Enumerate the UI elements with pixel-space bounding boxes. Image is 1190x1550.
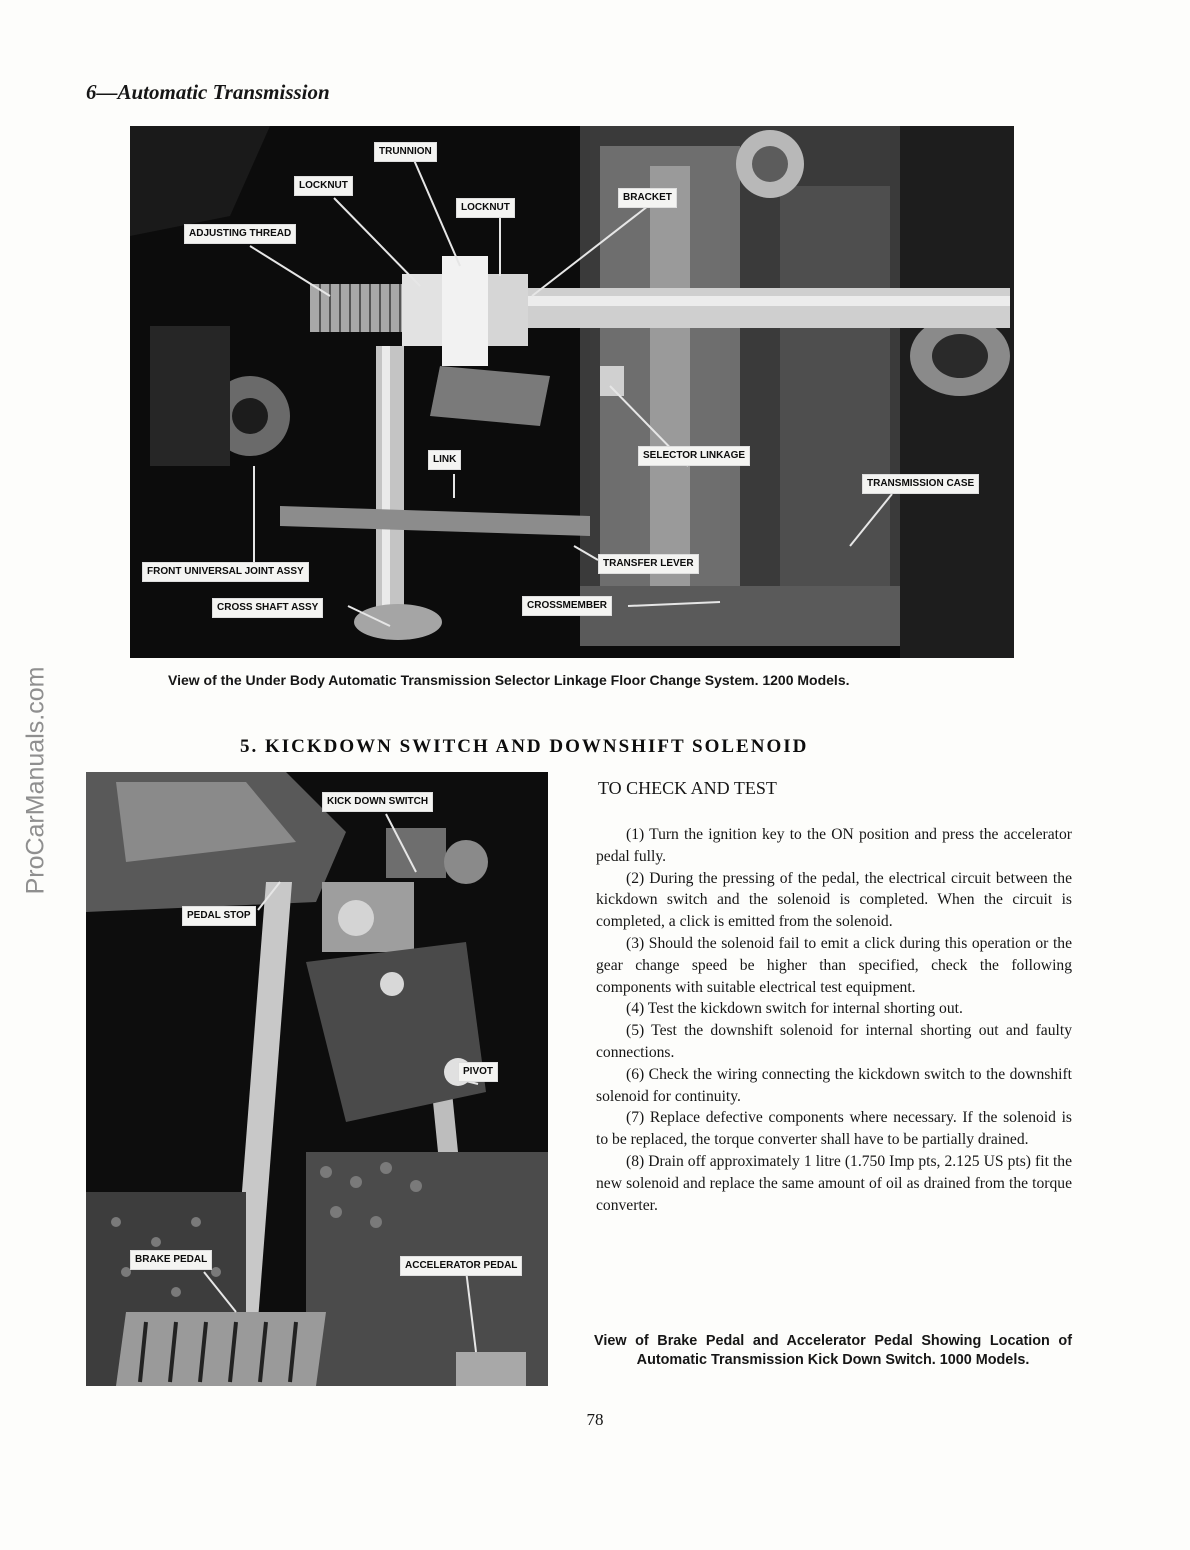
label-trunnion: TRUNNION <box>374 142 437 162</box>
label-link: LINK <box>428 450 461 470</box>
step-4: (4) Test the kickdown switch for internal shorting out. <box>626 1000 963 1018</box>
procedure-steps <box>596 824 1072 1216</box>
label-locknut-right: LOCKNUT <box>456 198 515 218</box>
pedal-photo <box>86 772 548 1386</box>
check-test-subheading: TO CHECK AND TEST <box>598 778 777 798</box>
label-selector-linkage: SELECTOR LINKAGE <box>638 446 750 466</box>
label-accelerator-pedal: ACCELERATOR PEDAL <box>400 1256 522 1276</box>
step-3: (3) Should the solenoid fail to emit a click during this operation or the gear change speed be higher than specified, check the following components with suitable electrical test equipment. <box>596 934 1072 996</box>
selector-linkage-photo <box>130 126 1014 658</box>
running-head: 6—Automatic Transmission <box>86 80 330 104</box>
step-2: (2) During the pressing of the pedal, the electrical circuit between the kickdown switch and the solenoid is completed. When the circuit is completed, a click is emitted from the solenoid. <box>596 869 1072 931</box>
label-brake-pedal: BRAKE PEDAL <box>130 1250 212 1270</box>
label-cross-shaft: CROSS SHAFT ASSY <box>212 598 323 618</box>
step-8: (8) Drain off approximately 1 litre (1.750 Imp pts, 2.125 US pts) fit the new solenoid and replace the same amount of oil as drained from the torque converter. <box>596 1152 1072 1214</box>
label-locknut-left: LOCKNUT <box>294 176 353 196</box>
step-1: (1) Turn the ignition key to the ON position and press the accelerator pedal fully. <box>596 826 1072 865</box>
label-kick-down-switch: KICK DOWN SWITCH <box>322 792 433 812</box>
label-pedal-stop: PEDAL STOP <box>182 906 256 926</box>
label-pivot: PIVOT <box>458 1062 498 1082</box>
figure1-caption: View of the Under Body Automatic Transmission Selector Linkage Floor Change System. 1200 Models. <box>168 672 850 688</box>
watermark-text: ProCarManuals.com <box>21 666 50 894</box>
step-7: (7) Replace defective components where necessary. If the solenoid is to be replaced, the torque converter shall have to be partially drained. <box>596 1109 1072 1149</box>
page-number: 78 <box>586 1410 604 1429</box>
label-transfer-lever: TRANSFER LEVER <box>598 554 699 574</box>
section-title: 5. KICKDOWN SWITCH AND DOWNSHIFT SOLENOID <box>240 736 809 757</box>
figure2-caption: View of Brake Pedal and Accelerator Pedal Showing Location of Automatic Transmission Kick Down Switch. 1000 Models. <box>594 1333 1072 1368</box>
label-crossmember: CROSSMEMBER <box>522 596 612 616</box>
watermark <box>14 640 58 920</box>
step-5: (5) Test the downshift solenoid for internal shorting out and faulty connections. <box>596 1022 1072 1061</box>
label-transmission-case: TRANSMISSION CASE <box>862 474 979 494</box>
label-adjusting-thread: ADJUSTING THREAD <box>184 224 296 244</box>
step-6: (6) Check the wiring connecting the kickdown switch to the downshift solenoid for continuity. <box>596 1065 1072 1105</box>
label-bracket: BRACKET <box>618 188 677 208</box>
label-front-universal-joint: FRONT UNIVERSAL JOINT ASSY <box>142 562 309 582</box>
